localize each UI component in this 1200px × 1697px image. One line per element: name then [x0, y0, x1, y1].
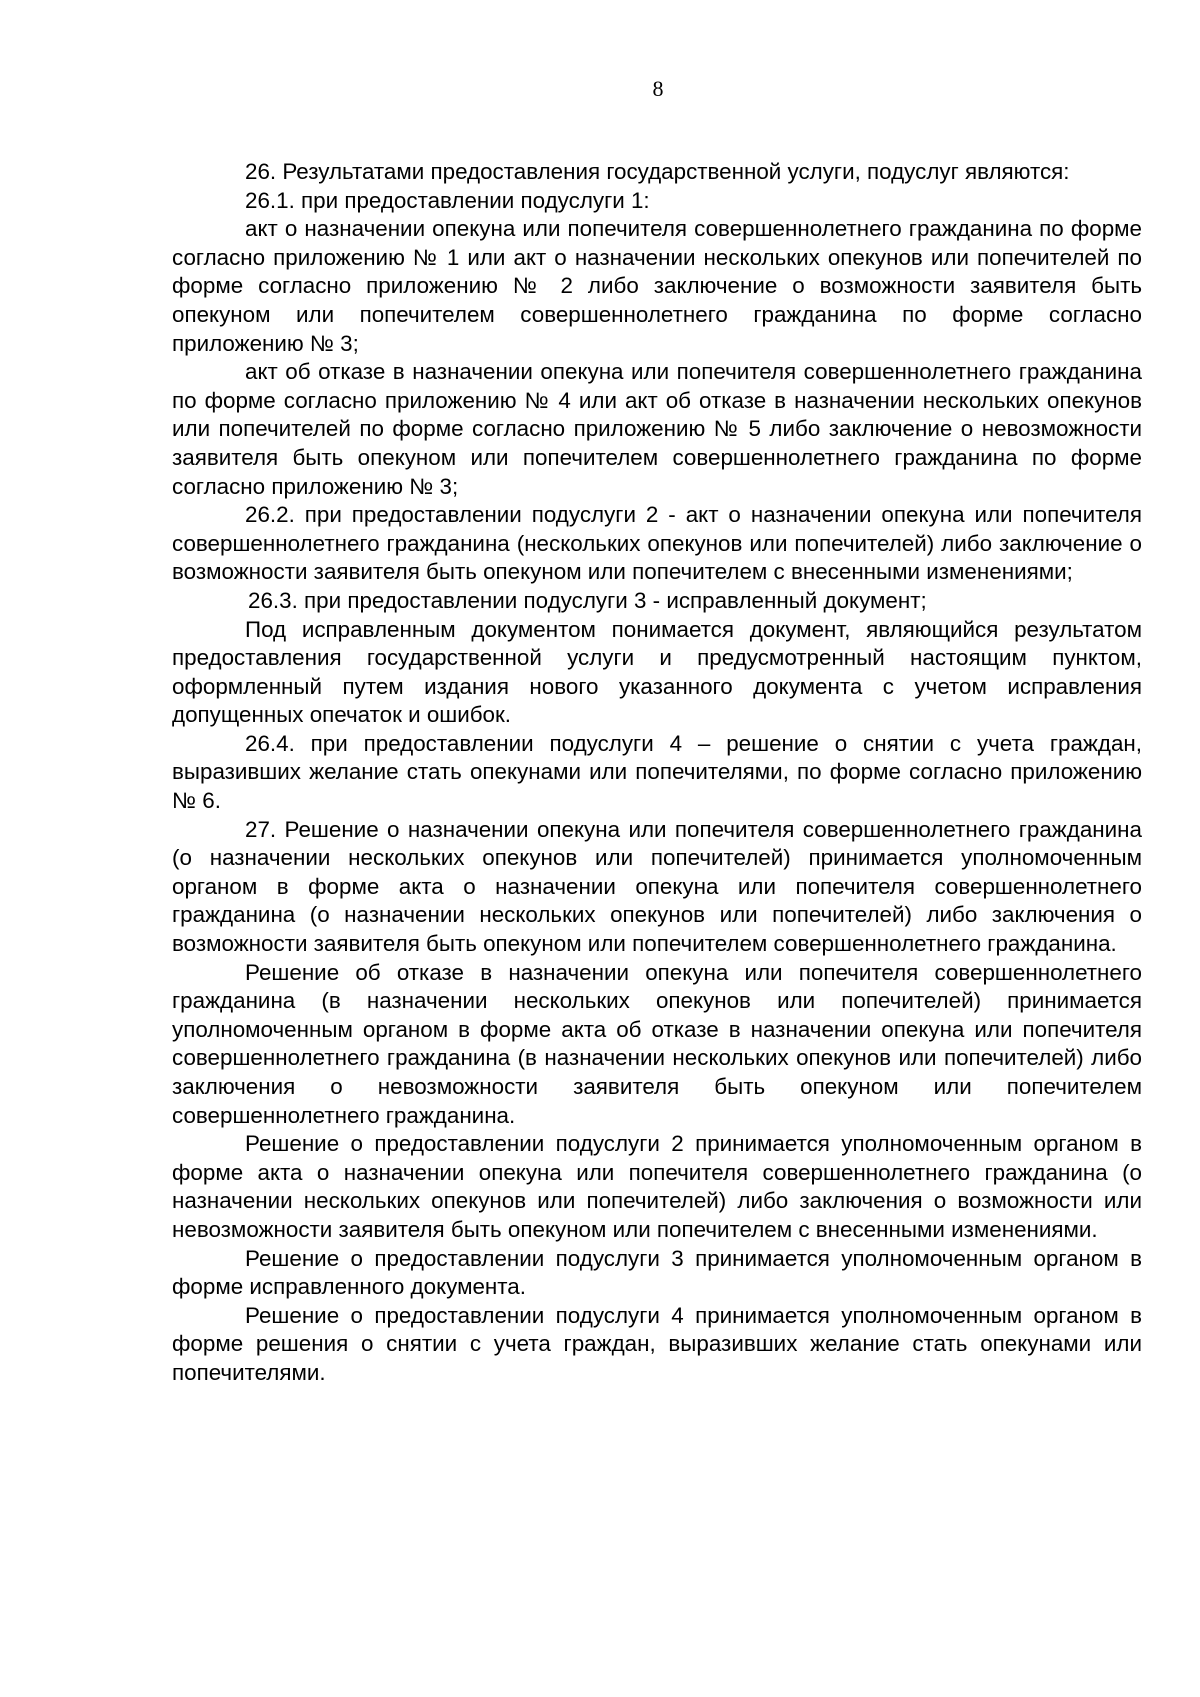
document-body — [172, 158, 1142, 1388]
paragraph-26-2: 26.2. при предоставлении подуслуги 2 - акт о назначении опекуна или попечителя совершеннолетнего гражданина (нескольких опекунов или попечителей) либо заключение о возможности заявителя быть опекуном или попечителем с внесенными изменениями; — [172, 502, 1142, 585]
page-number: 8 — [652, 76, 664, 101]
paragraph-26-1-heading: 26.1. при предоставлении подуслуги 1: — [245, 187, 650, 213]
paragraph-26-1-appointment-act: акт о назначении опекуна или попечителя совершеннолетнего гражданина по форме согласно приложению № 1 или акт о назначении нескольких опекунов или попечителей по форме согласно приложению № 2 либо заключение о возможности заявителя быть опекуном или попечителем совершеннолетнего гражданина по форме согласно приложению № 3; — [172, 216, 1142, 356]
paragraph-subservice-4-decision: Решение о предоставлении подуслуги 4 принимается уполномоченным органом в форме решения о снятии с учета граждан, выразивших желание стать опекунами или попечителями. — [172, 1302, 1142, 1385]
paragraph-26-3: 26.3. при предоставлении подуслуги 3 - исправленный документ; — [248, 587, 927, 613]
paragraph-corrected-document-definition: Под исправленным документом понимается документ, являющийся результатом предоставления государственной услуги и предусмотренный настоящим пунктом, оформленный путем издания нового указанного документа с учетом исправления допущенных опечаток и ошибок. — [172, 616, 1142, 728]
paragraph-26-4: 26.4. при предоставлении подуслуги 4 – решение о снятии с учета граждан, выразивших желание стать опекунами или попечителями, по форме согласно приложению № 6. — [172, 730, 1142, 814]
paragraph-26-intro: 26. Результатами предоставления государственной услуги, подуслуг являются: — [245, 159, 1070, 184]
paragraph-subservice-3-decision: Решение о предоставлении подуслуги 3 принимается уполномоченным органом в форме исправленного документа. — [172, 1245, 1142, 1300]
paragraph-refusal-decision: Решение об отказе в назначении опекуна или попечителя совершеннолетнего гражданина (в назначении нескольких опекунов или попечителей) принимается уполномоченным органом в форме акта об отказе в назначении опекуна или попечителя совершеннолетнего гражданина (в назначении нескольких опекунов или попечителей) либо заключения о невозможности заявителя быть опекуном или попечителем совершеннолетнего гражданина. — [172, 959, 1142, 1128]
paragraph-subservice-2-decision: Решение о предоставлении подуслуги 2 принимается уполномоченным органом в форме акта о назначении опекуна или попечителя совершеннолетнего гражданина (о назначении нескольких опекунов или попечителей) либо заключения о возможности или невозможности заявителя быть опекуном или попечителем с внесенными изменениями. — [172, 1131, 1142, 1242]
paragraph-27-decision: 27. Решение о назначении опекуна или попечителя совершеннолетнего гражданина (о назначении нескольких опекунов или попечителей) принимается уполномоченным органом в форме акта о назначении опекуна или попечителя совершеннолетнего гражданина (о назначении нескольких опекунов или попечителей) либо заключения о возможности заявителя быть опекуном или попечителем совершеннолетнего гражданина. — [172, 816, 1142, 957]
paragraph-26-1-refusal-act: акт об отказе в назначении опекуна или попечителя совершеннолетнего гражданина по форме согласно приложению № 4 или акт об отказе в назначении нескольких опекунов или попечителей по форме согласно приложению № 5 либо заключение о невозможности заявителя быть опекуном или попечителем совершеннолетнего гражданина по форме согласно приложению № 3; — [172, 359, 1142, 499]
